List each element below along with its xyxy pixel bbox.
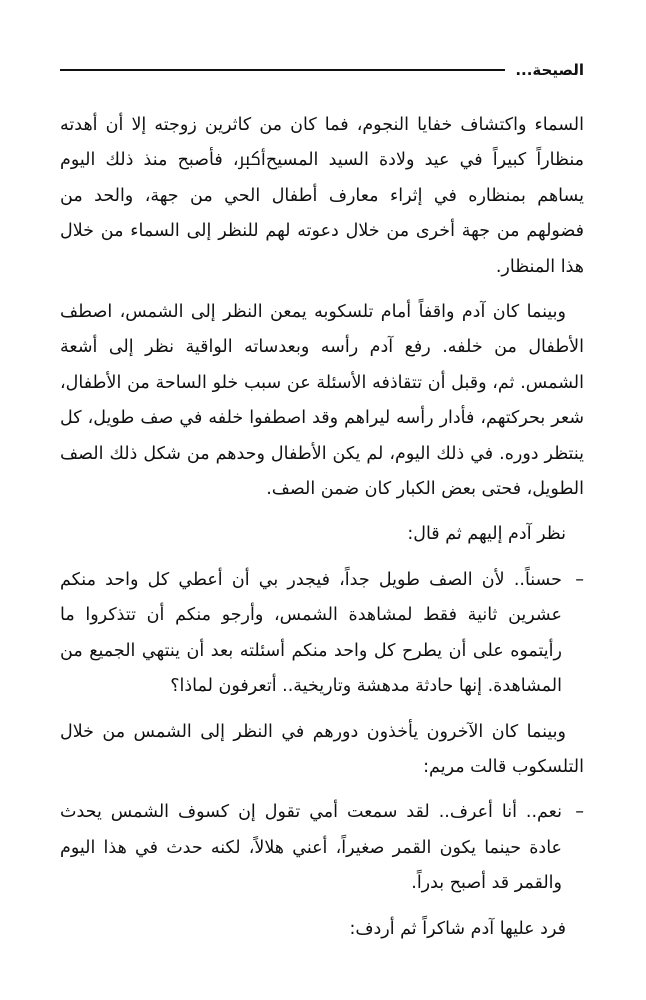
running-title: الصيحة... (515, 61, 584, 79)
running-header (60, 58, 584, 82)
header-rule (60, 69, 505, 71)
dialogue-dash: – (575, 569, 584, 590)
body-text (60, 108, 584, 957)
paragraph-3: نظر آدم إليهم ثم قال: (407, 524, 566, 545)
dialogue-1 (60, 563, 584, 705)
paragraph-2: وبينما كان آدم واقفاً أمام تلسكوبه يمعن النظر إلى الشمس، اصطف الأطفال من خلفه. رفع آدم رأسه وبعدساته الواقية نظر إلى أشعة الشمس. ثم، وقبل أن تتقاذفه الأسئلة عن سبب خلو الساحة من الأطفال، شعر بحركتهم، فأدار رأسه ليراهم وقد اصطفوا خلفه في صف طويل، كل ينتظر دوره. في ذلك اليوم، لم يكن الأطفال وحدهم من شكل ذلك الصف الطويل، فحتى بعض الكبار كان ضمن الصف. (60, 302, 584, 500)
dialogue-2-text: نعم.. أنا أعرف.. لقد سمعت أمي تقول إن كسوف الشمس يحدث عادة حينما يكون القمر صغيراً، أعني هلالاً، لكنه حدث في هذا اليوم والقمر قد أصبح بدراً. (60, 802, 562, 894)
dialogue-dash: – (575, 802, 584, 823)
dialogue-2 (60, 795, 584, 901)
paragraph-5: فرد عليها آدم شاكراً ثم أردف: (349, 918, 566, 939)
dialogue-1-text: حسناً.. لأن الصف طويل جداً، فيجدر بي أن أعطي كل واحد منكم عشرين ثانية فقط لمشاهدة الشمس، وأرجو منكم أن تتذكروا ما رأيتموه على أن يطرح كل واحد منكم أسئلته بعد أن ينتهي الجميع من المشاهدة. إنها حادثة مدهشة وتاريخية.. أتعرفون لماذا؟ (60, 569, 562, 697)
paragraph-4: وبينما كان الآخرون يأخذون دورهم في النظر إلى الشمس من خلال التلسكوب قالت مريم: (60, 721, 584, 777)
paragraph-1: السماء واكتشاف خفايا النجوم، فما كان من كاثرين زوجته إلا أن أهدته منظاراً كبيراً في عيد ولادة السيد المسيحﷳ، فأصبح منذ ذلك اليوم يساهم بمنظاره في إثراء معارف أطفال الحي من جهة، والحد من فضولهم من جهة أخرى من خلال دعوته لهم للنظر إلى السماء من خلال هذا المنظار. (60, 115, 584, 277)
